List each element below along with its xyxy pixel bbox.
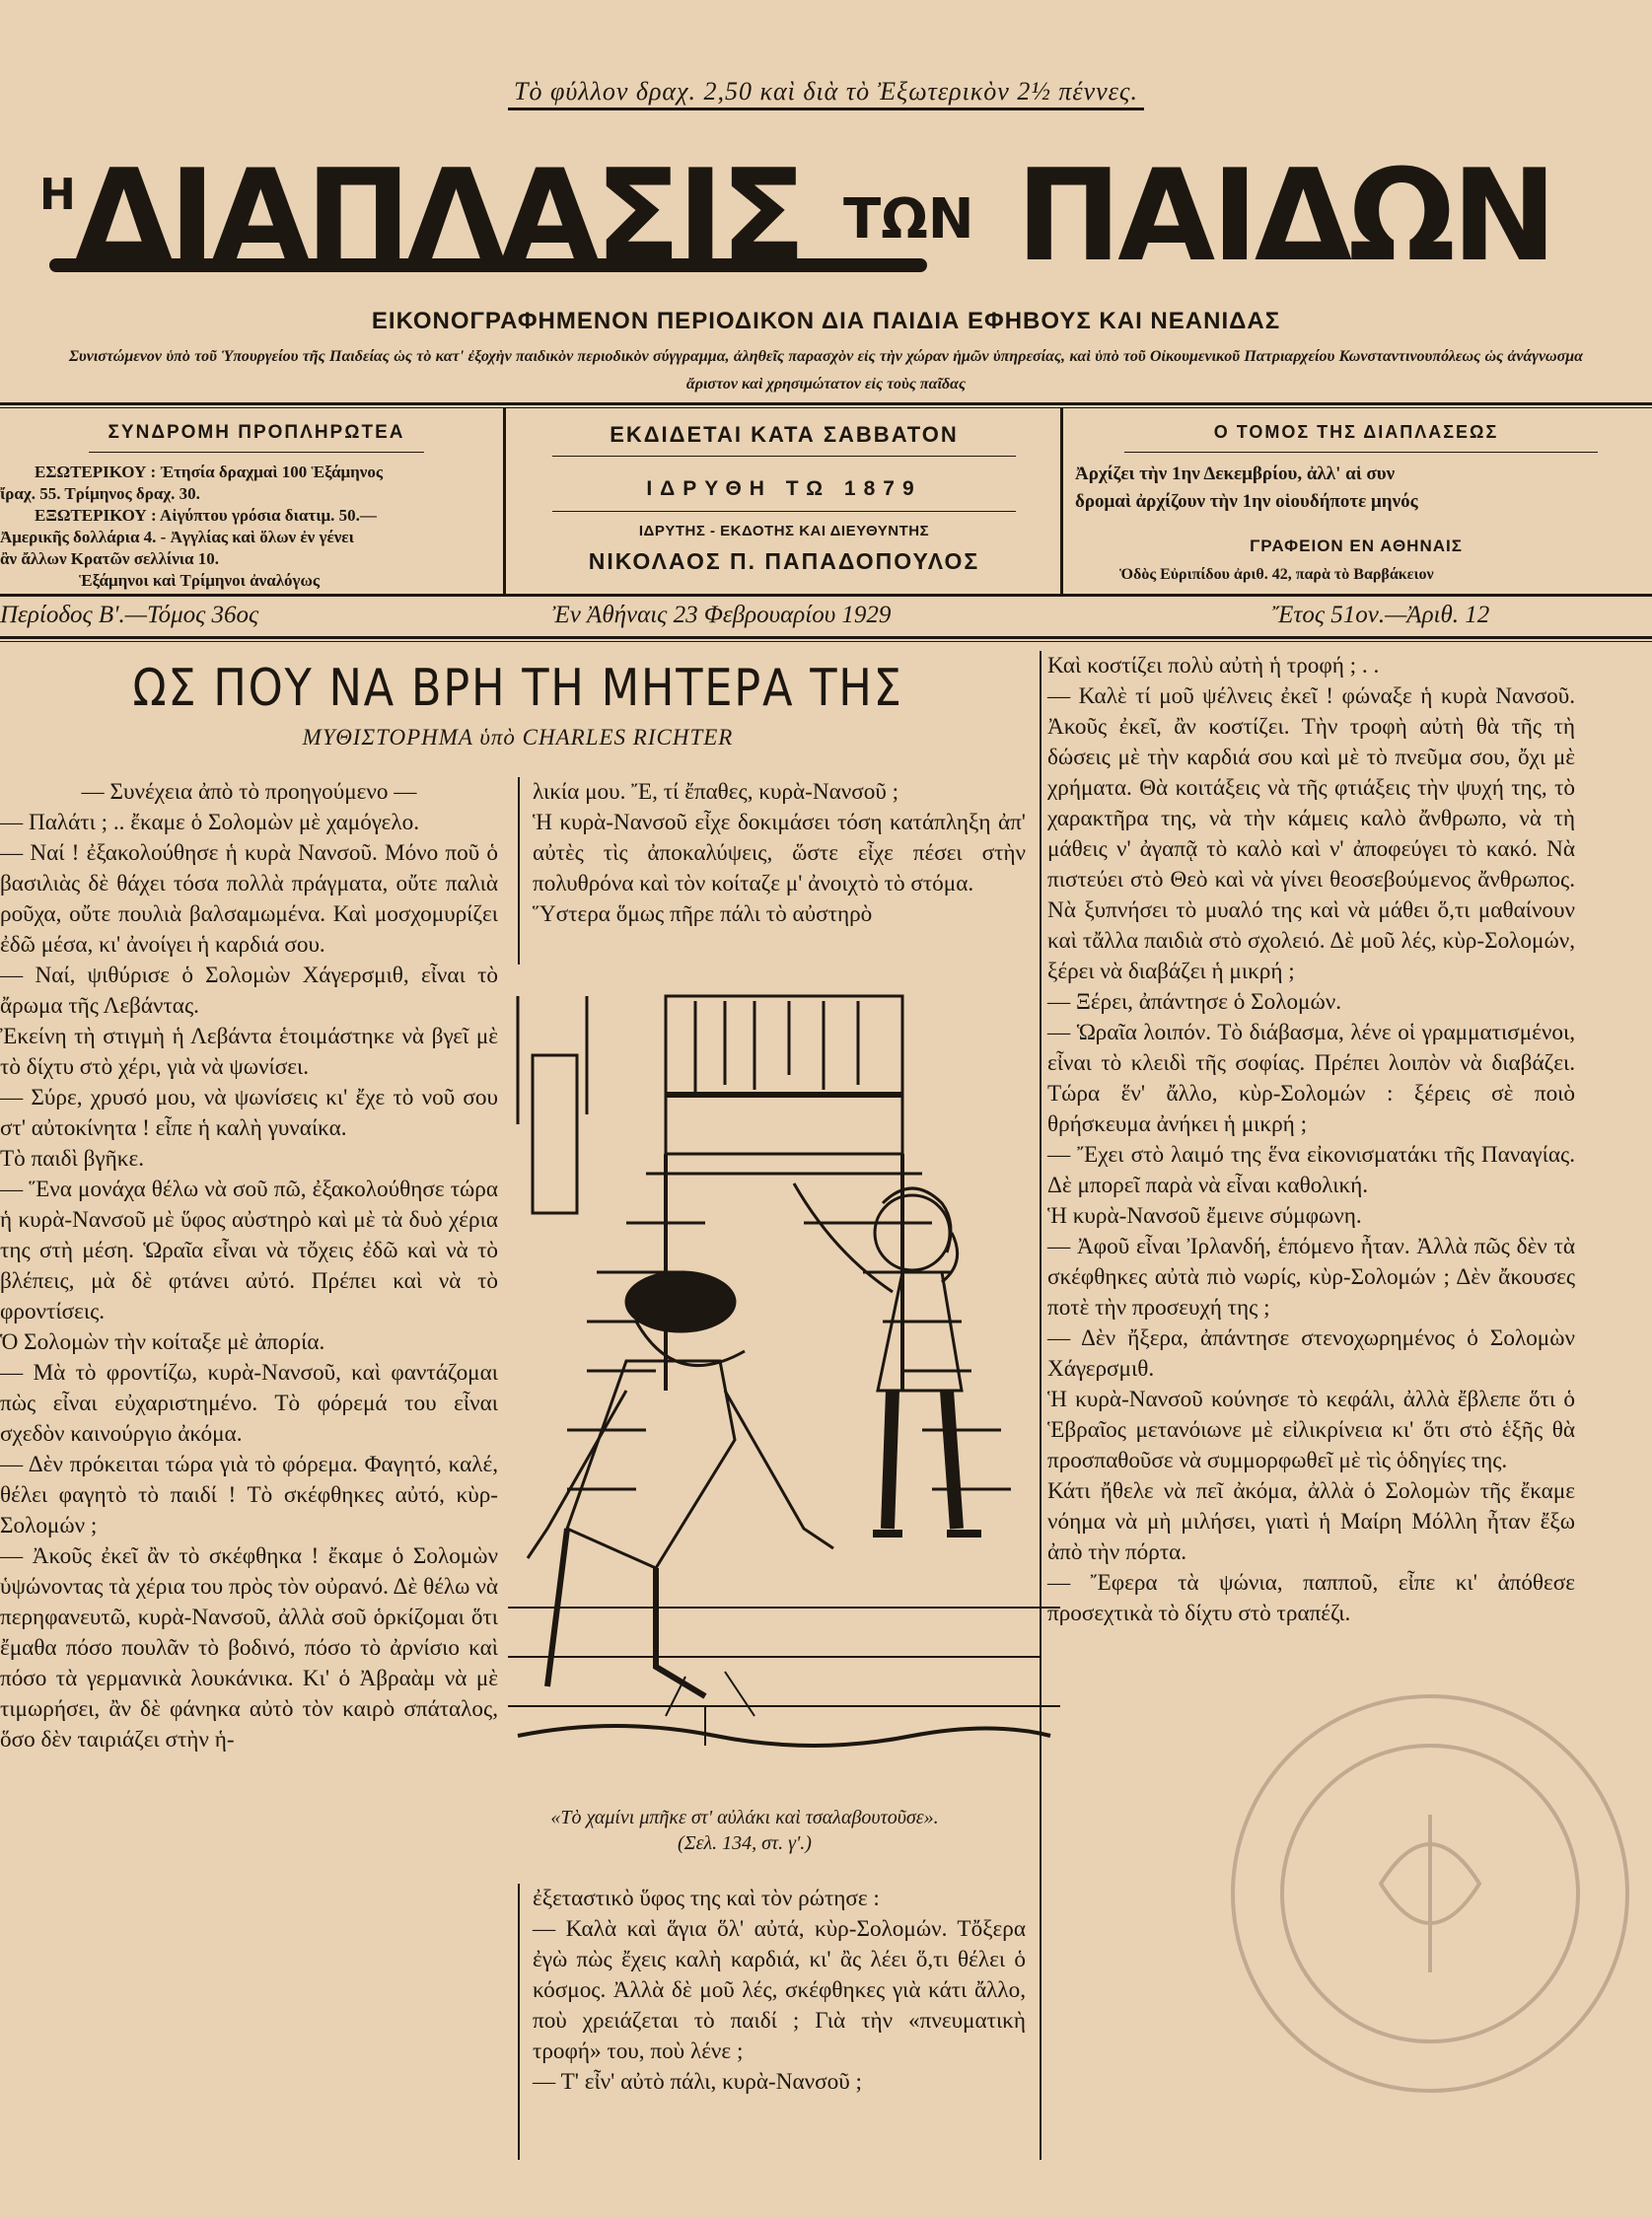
article-column-2-bottom — [533, 1884, 1026, 2098]
paragraph: — Τ' εἶν' αὐτὸ πάλι, κυρὰ-Νανσοῦ ; — [533, 2069, 862, 2095]
paragraph: — Ξέρει, ἀπάντησε ὁ Σολομών. — [1047, 989, 1342, 1015]
publishing-heading: ΕΚΔΙΔΕΤΑΙ ΚΑΤΑ ΣΑΒΒΑΤΟΝ — [610, 422, 959, 447]
caption-reference: (Σελ. 134, στ. γ'.) — [678, 1832, 812, 1854]
volume-line-2: δρομαὶ ἀρχίζουν τὴν 1ην οἱουδήποτε μηνός — [1075, 491, 1418, 512]
article-title: ΩΣ ΠΟΥ ΝΑ ΒΡΗ ΤΗ ΜΗΤΕΡΑ ΤΗΣ — [132, 659, 903, 718]
paragraph: — Ναί ! ἐξακολούθησε ἡ κυρὰ Νανσοῦ. Μόνο ποῦ ὁ βασιλιὰς δὲ θάχει τόσα πολλὰ πράγματα, οὔτε παλιὰ ροῦχα, οὔτε πουλιὰ βαλσαμωμένα. Καὶ μοσχομυρίζει ἐδῶ μέσα, κι' ἀνοίγει ἡ καρδιά σου. — [0, 840, 498, 958]
masthead-article: Η — [39, 170, 76, 220]
masthead-ton: ΤΩΝ — [843, 187, 974, 251]
paragraph: — Παλάτι ; .. ἔκαμε ὁ Σολομὼν μὲ χαμόγελο. — [0, 810, 420, 835]
paragraph: Ὕστερα ὅμως πῆρε πάλι τὸ αὐστηρὸ — [533, 901, 873, 927]
subscription-line: ἴραχ. 55. Τρίμηνος δραχ. 30. — [0, 484, 200, 503]
office-address: Ὁδὸς Εὐριπίδου ἀριθ. 42, παρὰ τὸ Βαρβάκειον — [1119, 566, 1434, 583]
founded-underline — [552, 511, 1016, 512]
paragraph: Κάτι ἤθελε νὰ πεῖ ἀκόμα, ἀλλὰ ὁ Σολομὼν τῆς ἔκαμε νόημα νὰ μὴ μιλήσει, γιατὶ ἡ Μαίρη Μόλλη ἦταν ἔξω ἀπὸ τὴν πόρτα. — [1047, 1478, 1575, 1565]
subscription-heading: ΣΥΝΔΡΟΜΗ ΠΡΟΠΛΗΡΩΤΕΑ — [108, 422, 405, 443]
article-byline: ΜΥΘΙΣΤΟΡΗΜΑ ὑπὸ CHARLES RICHTER — [302, 725, 734, 750]
rule-dateline-thin — [0, 641, 1652, 642]
paragraph: — Ἔφερα τὰ ψώνια, παπποῦ, εἶπε κι' ἀπόθεσε προσεχτικὰ τὸ δίχτυ στὸ τραπέζι. — [1047, 1570, 1575, 1626]
paragraph: Καὶ κοστίζει πολὺ αὐτὴ ἡ τροφή ; . . — [1047, 653, 1380, 679]
publishing-heading-underline — [552, 456, 1016, 457]
volume-line-1: Ἀρχίζει τὴν 1ην Δεκεμβρίου, ἀλλ' αἱ συν — [1075, 464, 1396, 484]
subscription-line: ΕΣΩΤΕΡΙΚΟΥ : Ἐτησία δραχμαὶ 100 Ἑξάμηνος — [35, 463, 383, 481]
founder-role: ΙΔΡΥΤΗΣ - ΕΚΔΟΤΗΣ ΚΑΙ ΔΙΕΥΘΥΝΤΗΣ — [638, 523, 930, 539]
paragraph: Ἡ κυρὰ-Νανσοῦ ἔμεινε σύμφωνη. — [1047, 1203, 1362, 1229]
masthead-paidon: ΠΑΙΔΩΝ — [1016, 143, 1553, 290]
caption-text: «Τὸ χαμίνι μπῆκε στ' αὐλάκι καὶ τσαλαβουτοῦσε». — [550, 1807, 939, 1828]
founder-name: ΝΙΚΟΛΑΟΣ Π. ΠΑΠΑΔΟΠΟΥΛΟΣ — [588, 548, 980, 574]
recommendation: Συνιστώμενον ὑπὸ τοῦ Ὑπουργείου τῆς Παιδείας ὡς τὸ κατ' ἐξοχὴν παιδικὸν περιοδικὸν σύγγραμμα, ἀληθεῖς παρασχὸν εἰς τὴν χώραν ἡμῶν ὑπηρεσίας, καὶ ὑπὸ τοῦ Οἰκουμενικοῦ Πατριαρχείου Κωνσταντινουπόλεως ὡς ἀνάγνωσμα ἄριστον καὶ χρησιμώτατον εἰς τοὺς παῖδας — [69, 348, 1583, 393]
article-column-1 — [0, 777, 498, 1755]
illustration-caption — [454, 1805, 1036, 1856]
dateline-issue: Ἔτος 51ον.—Ἀριθ. 12 — [1272, 602, 1490, 628]
paragraph: — Ἔχει στὸ λαιμό της ἕνα εἰκονισματάκι τῆς Παναγίας. Δὲ μπορεῖ παρὰ νὰ εἶναι καθολική. — [1047, 1142, 1575, 1198]
paragraph: — Ὡραῖα λοιπόν. Τὸ διάβασμα, λένε οἱ γραμματισμένοι, εἶναι τὸ κλειδὶ τῆς σοφίας. Πρέπει λοιπὸν νὰ διαβάζει. Τώρα ἕν' ἄλλο, κὺρ-Σολομών : ξέρεις σὲ ποιὸ θρήσκευμα ἀνήκει ἡ μικρή ; — [1047, 1020, 1575, 1137]
box-divider-2 — [1060, 408, 1063, 594]
subtitle: ΕΙΚΟΝΟΓΡΑΦΗΜΕΝΟΝ ΠΕΡΙΟΔΙΚΟΝ ΔΙΑ ΠΑΙΔΙΑ ΕΦΗΒΟΥΣ ΚΑΙ ΝΕΑΝΙΔΑΣ — [371, 308, 1281, 334]
rule-dateline — [0, 636, 1652, 639]
dateline-date: Ἐν Ἀθήναις 23 Φεβρουαρίου 1929 — [552, 602, 892, 628]
library-stamp — [1223, 1686, 1637, 2101]
price-line: Τὸ φύλλον δραχ. 2,50 καὶ διὰ τὸ Ἐξωτερικὸν 2½ πέννες. — [0, 77, 1652, 107]
paragraph: — Δὲν πρόκειται τώρα γιὰ τὸ φόρεμα. Φαγητό, καλέ, θέλει φαγητὸ τὸ παιδί ! Τὸ σκέφθηκες αὐτό, κὺρ-Σολομών ; — [0, 1452, 498, 1538]
masthead — [39, 143, 1553, 290]
subscription-heading-underline — [89, 452, 424, 453]
illustration-boy-girl — [508, 976, 1060, 1765]
article-column-3 — [1047, 651, 1575, 1629]
paragraph: ἐξεταστικὸ ὕφος της καὶ τὸν ρώτησε : — [533, 1886, 880, 1911]
rule-mid — [0, 594, 1652, 597]
subscription-line: Ἀμερικῆς δολλάρια 4. - Ἀγγλίας καὶ ὅλων ἐν γένει — [0, 528, 354, 546]
masthead-diaplasis: ΔΙΑΠΛΑΣΙΣ — [75, 143, 803, 290]
rule-top-thin — [0, 407, 1652, 408]
paragraph: Ἡ κυρὰ-Νανσοῦ κούνησε τὸ κεφάλι, ἀλλὰ ἔβλεπε ὅτι ὁ Ἑβραῖος μετανόιωνε μὲ εἰλικρίνεια κι' ὅτι στὸ ἑξῆς θὰ προσπαθοῦσε νὰ συμμορφωθεῖ μὲ τὶς ὁδηγίες της. — [1047, 1387, 1575, 1473]
paragraph: — Καλὲ τί μοῦ ψέλνεις ἐκεῖ ! φώναξε ἡ κυρὰ Νανσοῦ. Ἀκοῦς ἐκεῖ, ἂν κοστίζει. Τὴν τροφὴ αὐτὴ θὰ τῆς τὴ δώσεις μὲ τὴν καρδιά σου καὶ μὲ τὸ πνεῦμα σου, ὄχι μὲ χρήματα. Θὰ κοιτάξεις νὰ τῆς φτιάξεις τὴν ψυχή της, τὸ χαρακτῆρα της, νὰ τὴν κάμεις καλὸ ἄνθρωπο, νὰ τὴ μάθεις ν' ἀγαπᾷ τὸ καλὸ καὶ ν' ἀποφεύγει τὸ κακό. Νὰ πιστεύει στὸ Θεὸ καὶ νὰ γίνει θεοσεβούμενος ἄνθρωπος. Νὰ ξυπνήσει τὸ μυαλό της καὶ νὰ μάθει ὅ,τι μαθαίνουν καὶ τἄλλα παιδιὰ στὸ σχολειό. Δὲ μοῦ λές, κὺρ-Σολομών, ξέρει νὰ διαβάζει ἡ μικρή ; — [1047, 683, 1575, 984]
paragraph: — Καλὰ καὶ ἅγια ὅλ' αὐτά, κὺρ-Σολομών. Τὄξερα ἐγὼ πὼς ἔχεις καλὴ καρδιά, κι' ἂς λέει ὅ,τι θέλει ὁ κόσμος. Ἀλλὰ δὲ μοῦ λές, σκέφθηκες γιὰ κάτι ἄλλο, ποὺ χρειάζεται τὸ παιδί ; Γιὰ τὴν «πνευματικὴ τροφή» του, ποὺ λένε ; — [533, 1916, 1026, 2064]
founded-line: ΙΔΡΥΘΗ ΤΩ 1879 — [646, 477, 922, 500]
column-rule-left-top — [518, 777, 520, 965]
subscription-line: ἂν ἄλλων Κρατῶν σελλίνια 10. — [0, 549, 220, 568]
volume-heading: Ο ΤΟΜΟΣ ΤΗΣ ΔΙΑΠΛΑΣΕΩΣ — [1213, 422, 1499, 442]
paragraph: — Ἀκοῦς ἐκεῖ ἂν τὸ σκέφθηκα ! ἔκαμε ὁ Σολομὼν ὑψώνοντας τὰ χέρια του πρὸς τὸν οὐρανό. Δὲ θέλω νὰ περηφανευτῶ, κυρὰ-Νανσοῦ, ἀλλὰ σοῦ ὁρκίζομαι ὅτι ἔμαθα πόσο πουλᾶν τὸ βοδινό, πόσο τὸ ἀρνίσιο καὶ πόσο τὰ γερμανικὰ λουκάνικα. Κι' ὁ Ἀβραὰμ νὰ μὲ τιμωρήσει, ἂν δὲ φάνηκα αὐτὸ τὸν καιρὸ σπάταλος, ὅσο δὲν ταιριάζει στὴν ἡ- — [0, 1543, 498, 1753]
dateline-period: Περίοδος Β'.—Τόμος 36ος — [0, 602, 259, 628]
paragraph: Ὁ Σολομὼν τὴν κοίταξε μὲ ἀπορία. — [0, 1329, 325, 1355]
subscription-line: ΕΞΩΤΕΡΙΚΟΥ : Αἰγύπτου γρόσια διατιμ. 50.— — [35, 506, 377, 525]
box-divider-1 — [503, 408, 506, 594]
paragraph: — Δὲν ἤξερα, ἀπάντησε στενοχωρημένος ὁ Σολομὼν Χάγερσμιθ. — [1047, 1325, 1575, 1382]
subscription-line: Ἑξάμηνοι καὶ Τρίμηνοι ἀναλόγως — [79, 571, 321, 590]
paragraph: λικία μου. Ἔ, τί ἔπαθες, κυρὰ-Νανσοῦ ; — [533, 779, 899, 805]
paragraph: — Ναί, ψιθύρισε ὁ Σολομὼν Χάγερσμιθ, εἶναι τὸ ἄρωμα τῆς Λεβάντας. — [0, 963, 498, 1019]
paragraph: Τὸ παιδὶ βγῆκε. — [0, 1146, 144, 1172]
paragraph: — Σύρε, χρυσό μου, νὰ ψωνίσεις κι' ἔχε τὸ νοῦ σου στ' αὐτοκίνητα ! εἶπε ἡ καλὴ γυναίκα. — [0, 1085, 498, 1141]
volume-heading-underline — [1124, 452, 1598, 453]
rule-top — [0, 402, 1652, 405]
paragraph: — Συνέχεια ἀπὸ τὸ προηγούμενο — — [81, 779, 417, 805]
column-rule-left-bottom — [518, 1884, 520, 2160]
paragraph: — Ἀφοῦ εἶναι Ἰρλανδή, ἑπόμενο ἦταν. Ἀλλὰ πῶς δὲν τὰ σκέφθηκες αὐτὰ πιὸ νωρίς, κὺρ-Σολομών ; Δὲν ἄκουσες ποτὲ τὴν προσευχή της ; — [1047, 1234, 1575, 1321]
article-column-2-top — [533, 777, 1026, 930]
paragraph: — Ἕνα μονάχα θέλω νὰ σοῦ πῶ, ἐξακολούθησε τώρα ἡ κυρὰ-Νανσοῦ μὲ ὕφος αὐστηρὸ καὶ μὲ τὰ δυὸ χέρια της στὴ μέση. Ὡραῖα εἶναι νὰ τὄχεις ἐδῶ καὶ νὰ τὸ βλέπεις, μὰ δὲ φτάνει αὐτό. Πρέπει καὶ νὰ τὸ φροντίσεις. — [0, 1177, 498, 1324]
paragraph: Ἡ κυρὰ-Νανσοῦ εἶχε δοκιμάσει τόση κατάπληξη ἀπ' αὐτὲς τὶς ἀποκαλύψεις, ὥστε εἶχε πέσει στὴν πολυθρόνα καὶ τὸν κοίταζε μ' ἀνοιχτὸ τὸ στόμα. — [533, 810, 1026, 896]
paragraph: — Μὰ τὸ φροντίζω, κυρὰ-Νανσοῦ, καὶ φαντάζομαι πὼς εἶναι εὐχαριστημένο. Τὸ φόρεμά του εἶναι σχεδὸν καινούργιο ἀκόμα. — [0, 1360, 498, 1447]
paragraph: Ἐκείνη τὴ στιγμὴ ἡ Λεβάντα ἑτοιμάστηκε νὰ βγεῖ μὲ τὸ δίχτυ στὸ χέρι, γιὰ νὰ ψωνίσει. — [0, 1024, 498, 1080]
office-heading: ΓΡΑΦΕΙΟΝ ΕΝ ΑΘΗΝΑΙΣ — [1250, 537, 1463, 555]
